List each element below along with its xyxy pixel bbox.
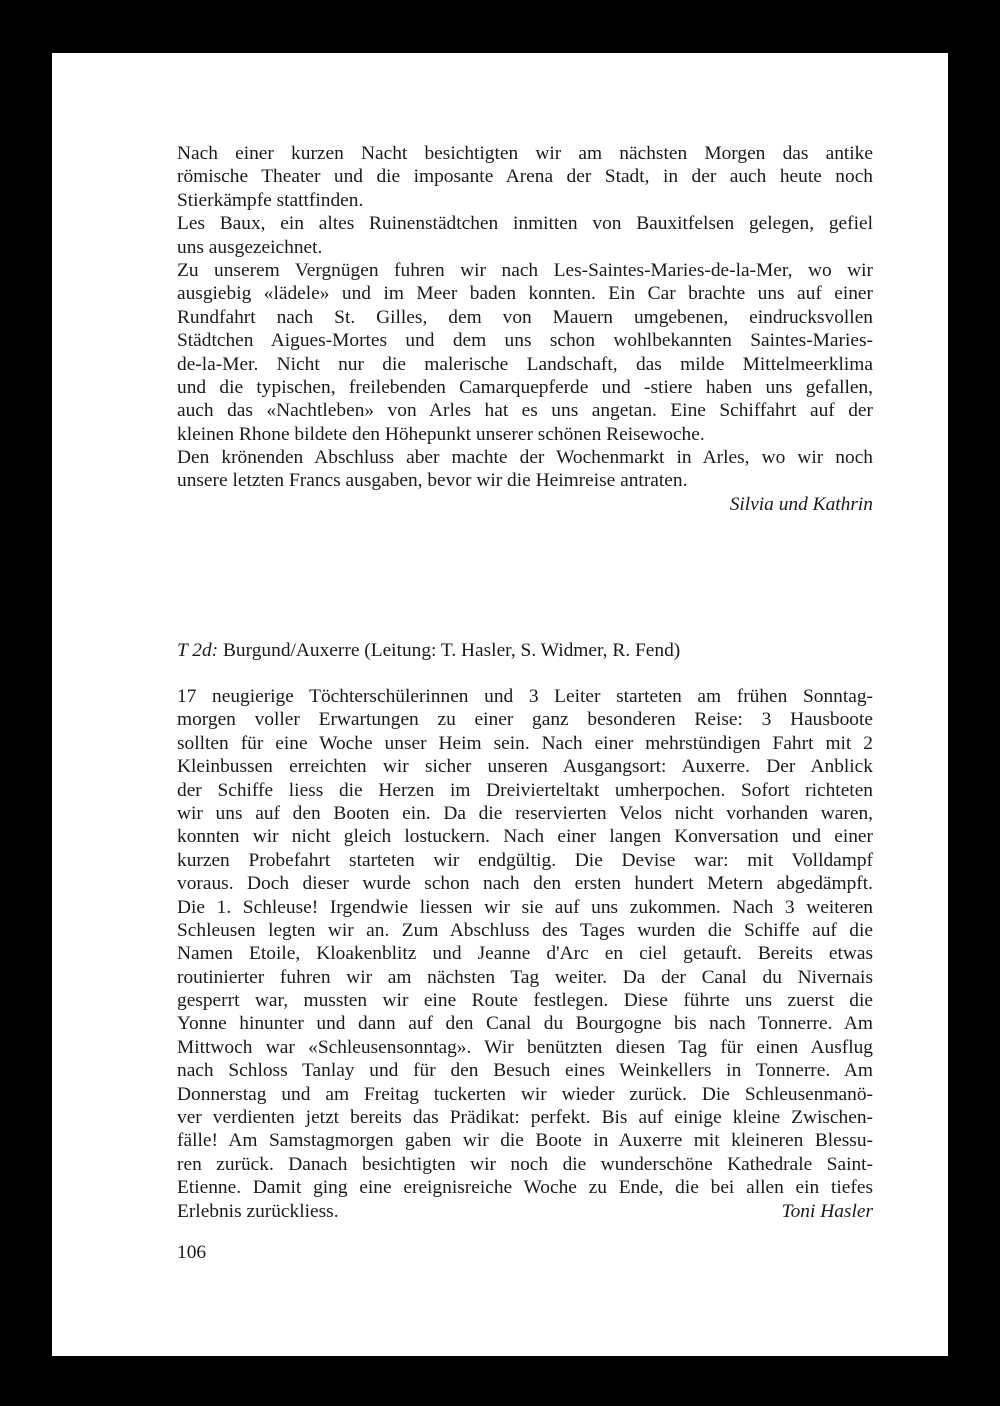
text-line: konnten wir nicht gleich lostuckern. Nach einer langen Konversation und einer	[177, 826, 873, 848]
text-line: Les Baux, ein altes Ruinenstädtchen inmitten von Bauxitfelsen gelegen, gefiel	[177, 213, 873, 235]
heading-text: Burgund/Auxerre (Leitung: T. Hasler, S. Widmer, R. Fend)	[223, 640, 681, 661]
text-line: Den krönenden Abschluss aber machte der Wochenmarkt in Arles, wo wir noch	[177, 447, 873, 469]
text-line: ausgiebig «lädele» und im Meer baden konnten. Ein Car brachte uns auf einer	[177, 283, 873, 305]
text-line: und die typischen, freilebenden Camarquepferde und -stiere haben uns gefallen,	[177, 376, 873, 398]
text-line: sollten für eine Woche unser Heim sein. Nach einer mehrstündigen Fahrt mit 2	[177, 732, 873, 754]
heading-code: T 2d:	[177, 640, 219, 661]
text-line: Kleinbussen erreichten wir sicher unseren Ausgangsort: Auxerre. Der Anblick	[177, 756, 873, 778]
text-line: Nach einer kurzen Nacht besichtigten wir am nächsten Morgen das antike	[177, 143, 873, 164]
text-line: Namen Etoile, Kloakenblitz und Jeanne d'Arc en ciel getauft. Bereits etwas	[177, 943, 873, 965]
text-line: nach Schloss Tanlay und für den Besuch eines Weinkellers in Tonnerre. Am	[177, 1060, 873, 1082]
text-line: kleinen Rhone bildete den Höhepunkt unserer schönen Reisewoche.	[177, 423, 705, 445]
text-line: Schleusen legten wir an. Zum Abschluss des Tages wurden die Schiffe auf die	[177, 919, 873, 941]
signature-toni-hasler: Toni Hasler	[781, 1200, 873, 1222]
text-line: uns ausgezeichnet.	[177, 236, 323, 258]
section-2-text	[177, 685, 873, 1223]
text-line: Yonne hinunter und dann auf den Canal du Bourgogne bis nach Tonnerre. Am	[177, 1013, 873, 1035]
page-number: 106	[177, 1242, 207, 1263]
text-line: morgen voller Erwartungen zu einer ganz besonderen Reise: 3 Hausboote	[177, 709, 873, 731]
text-line: Etienne. Damit ging eine ereignisreiche Woche zu Ende, die bei allen ein tiefes	[177, 1177, 873, 1199]
text-line: Zu unserem Vergnügen fuhren wir nach Les-Saintes-Maries-de-la-Mer, wo wir	[177, 259, 873, 281]
text-line: Stierkämpfe stattfinden.	[177, 189, 364, 211]
text-line: voraus. Doch dieser wurde schon nach den ersten hundert Metern abgedämpft.	[177, 873, 873, 895]
text-line: fälle! Am Samstagmorgen gaben wir die Boote in Auxerre mit kleineren Blessu-	[177, 1130, 873, 1152]
text-line: wir uns auf den Booten ein. Da die reservierten Velos nicht vorhanden waren,	[177, 802, 873, 824]
text-line: Rundfahrt nach St. Gilles, dem von Mauern umgebenen, eindrucksvollen	[177, 306, 873, 328]
text-line: Mittwoch war «Schleusensonntag». Wir benützten diesen Tag für einen Ausflug	[177, 1036, 873, 1058]
last-line-text: Erlebnis zurückliess.	[177, 1200, 339, 1222]
document-page	[52, 53, 948, 1356]
text-line: unsere letzten Francs ausgaben, bevor wir die Heimreise antraten.	[177, 470, 688, 492]
text-line: auch das «Nachtleben» von Arles hat es uns angetan. Eine Schiffahrt auf der	[177, 400, 873, 422]
text-line: der Schiffe liess die Herzen im Dreivierteltakt umherpochen. Sofort richteten	[177, 779, 873, 801]
text-line: 17 neugierige Töchterschülerinnen und 3 Leiter starteten am frühen Sonntag-	[177, 686, 873, 707]
signature-silvia-kathrin: Silvia und Kathrin	[729, 493, 873, 515]
text-line: römische Theater und die imposante Arena der Stadt, in der auch heute noch	[177, 166, 873, 188]
section-heading	[177, 639, 680, 663]
text-line: routinierter fuhren wir am nächsten Tag weiter. Da der Canal du Nivernais	[177, 966, 873, 988]
section-1-text	[177, 142, 873, 516]
text-line: kurzen Probefahrt starteten wir endgültig. Die Devise war: mit Volldampf	[177, 849, 873, 871]
text-line: gesperrt war, mussten wir eine Route festlegen. Diese führte uns zuerst die	[177, 990, 873, 1012]
text-line-last	[177, 1200, 873, 1223]
text-line: Die 1. Schleuse! Irgendwie liessen wir sie auf uns zukommen. Nach 3 weiteren	[177, 896, 873, 918]
text-line: Städtchen Aigues-Mortes und dem uns schon wohlbekannten Saintes-Maries-	[177, 330, 873, 352]
text-line: ver verdienten jetzt bereits das Prädikat: perfekt. Bis auf einige kleine Zwischen-	[177, 1107, 873, 1129]
text-line: ren zurück. Danach besichtigten wir noch die wunderschöne Kathedrale Saint-	[177, 1153, 873, 1175]
text-line: de-la-Mer. Nicht nur die malerische Landschaft, das milde Mittelmeerklima	[177, 353, 873, 375]
text-line: Donnerstag und am Freitag tuckerten wir wieder zurück. Die Schleusenmanö-	[177, 1083, 873, 1105]
